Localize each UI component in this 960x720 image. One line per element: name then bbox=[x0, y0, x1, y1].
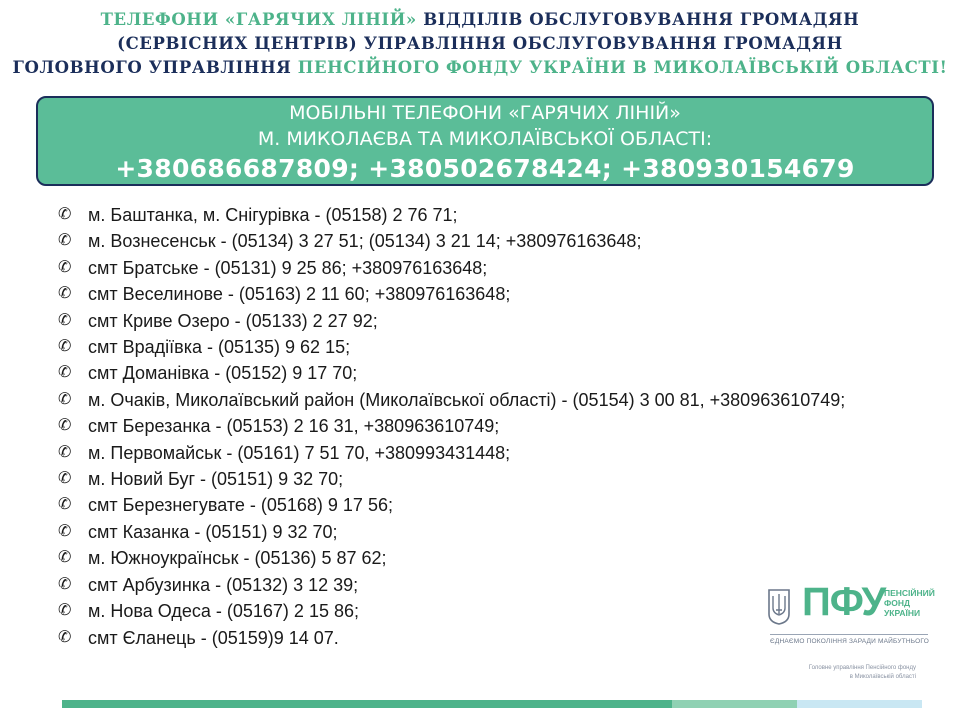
header-line-3 bbox=[0, 56, 960, 80]
list-item bbox=[58, 255, 898, 281]
contact-text: м. Баштанка, м. Снігурівка - (05158) 2 76 71; bbox=[88, 205, 458, 225]
phone-icon: ✆ bbox=[58, 443, 72, 461]
contact-text: смт Веселинове - (05163) 2 11 60; +380976163648; bbox=[88, 284, 511, 305]
logo-divider bbox=[770, 634, 928, 635]
list-item bbox=[58, 334, 898, 360]
phone-icon: ✆ bbox=[58, 470, 72, 488]
phone-icon: ✆ bbox=[58, 311, 72, 329]
logo-name-line-3: УКРАЇНИ bbox=[884, 608, 921, 618]
header-hotlines-label: ТЕЛЕФОНИ «ГАРЯЧИХ ЛІНІЙ» bbox=[100, 10, 417, 29]
contact-text: м. Новий Буг - (05151) 9 32 70; bbox=[88, 469, 344, 490]
logo-name-line-1: ПЕНСІЙНИЙ bbox=[884, 588, 935, 598]
banner-phones: +380686687809; +380502678424; +380930154679 bbox=[115, 154, 855, 183]
banner-title: МОБІЛЬНІ ТЕЛЕФОНИ «ГАРЯЧИХ ЛІНІЙ» bbox=[289, 102, 681, 124]
list-item bbox=[58, 413, 898, 439]
list-item bbox=[58, 360, 898, 386]
list-item bbox=[58, 440, 898, 466]
contact-text: м. Нова Одеса - (05167) 2 15 86; bbox=[88, 601, 359, 622]
contact-list bbox=[58, 202, 898, 651]
header-pension-fund-label: ПЕНСІЙНОГО ФОНДУ УКРАЇНИ В МИКОЛАЇВСЬКІЙ ОБЛАСТІ! bbox=[291, 58, 948, 77]
phone-icon: ✆ bbox=[58, 390, 72, 408]
phone-icon: ✆ bbox=[58, 338, 72, 356]
contact-text: смт Казанка - (05151) 9 32 70; bbox=[88, 521, 338, 542]
list-item bbox=[58, 228, 898, 254]
phone-icon: ✆ bbox=[58, 602, 72, 620]
contact-text: смт Березанка - (05153) 2 16 31, +380963610749; bbox=[88, 416, 500, 437]
logo-slogan: ЄДНАЄМО ПОКОЛІННЯ ЗАРАДИ МАЙБУТНЬОГО bbox=[770, 638, 929, 645]
logo-organization bbox=[766, 664, 916, 682]
header-line-2: (СЕРВІСНИХ ЦЕНТРІВ) УПРАВЛІННЯ ОБСЛУГОВУВАННЯ ГРОМАДЯН bbox=[117, 34, 843, 53]
mobile-hotlines-banner bbox=[36, 96, 934, 186]
phone-icon: ✆ bbox=[58, 206, 72, 223]
header-main-department-label: ГОЛОВНОГО УПРАВЛІННЯ bbox=[12, 58, 292, 77]
list-item bbox=[58, 492, 898, 518]
logo-org-line-1: Головне управління Пенсійного фонду bbox=[808, 665, 916, 671]
contact-text: смт Єланець - (05159)9 14 07. bbox=[88, 627, 339, 648]
contact-text: м. Очаків, Миколаївський район (Миколаївської області) - (05154) 3 00 81, +380963610749; bbox=[88, 389, 846, 410]
list-item bbox=[58, 545, 898, 571]
contact-text: смт Братське - (05131) 9 25 86; +380976163648; bbox=[88, 257, 488, 278]
page-header bbox=[0, 8, 960, 80]
phone-icon: ✆ bbox=[58, 549, 72, 567]
banner-subtitle: М. МИКОЛАЄВА ТА МИКОЛАЇВСЬКОЇ ОБЛАСТІ: bbox=[257, 128, 713, 150]
list-item bbox=[58, 519, 898, 545]
header-departments-label: ВІДДІЛІВ ОБСЛУГОВУВАННЯ ГРОМАДЯН bbox=[416, 10, 860, 29]
phone-icon: ✆ bbox=[58, 285, 72, 303]
phone-icon: ✆ bbox=[58, 628, 72, 646]
pension-fund-logo bbox=[766, 580, 935, 686]
contact-text: м. Южноукраїнськ - (05136) 5 87 62; bbox=[88, 548, 387, 569]
footer-bar-segment-green bbox=[62, 700, 672, 708]
phone-icon: ✆ bbox=[58, 417, 72, 435]
phone-icon: ✆ bbox=[58, 232, 72, 250]
trident-icon bbox=[766, 588, 792, 626]
contact-text: смт Арбузинка - (05132) 3 12 39; bbox=[88, 574, 359, 595]
phone-icon: ✆ bbox=[58, 522, 72, 540]
contact-text: м. Первомайськ - (05161) 7 51 70, +380993431448; bbox=[88, 442, 511, 463]
contact-text: смт Доманівка - (05152) 9 17 70; bbox=[88, 363, 358, 384]
contact-text: м. Вознесенськ - (05134) 3 27 51; (05134) 3 21 14; +380976163648; bbox=[88, 231, 642, 252]
phone-icon: ✆ bbox=[58, 496, 72, 514]
phone-icon: ✆ bbox=[58, 258, 72, 276]
list-item bbox=[58, 466, 898, 492]
logo-fund-name bbox=[884, 588, 944, 618]
logo-org-line-2: в Миколаївській області bbox=[849, 674, 916, 680]
logo-name-line-2: ФОНД bbox=[884, 598, 911, 608]
list-item bbox=[58, 202, 898, 228]
header-line-1 bbox=[0, 8, 960, 32]
logo-abbreviation: ПФУ bbox=[802, 580, 886, 624]
list-item bbox=[58, 387, 898, 413]
phone-icon: ✆ bbox=[58, 364, 72, 382]
contact-text: смт Березнегувате - (05168) 9 17 56; bbox=[88, 495, 393, 516]
contact-text: смт Врадіївка - (05135) 9 62 15; bbox=[88, 337, 351, 358]
phone-icon: ✆ bbox=[58, 575, 72, 593]
contact-text: смт Криве Озеро - (05133) 2 27 92; bbox=[88, 310, 378, 331]
list-item bbox=[58, 308, 898, 334]
footer-bar-segment-light-green bbox=[672, 700, 797, 708]
list-item bbox=[58, 281, 898, 307]
footer-color-bar bbox=[62, 700, 922, 708]
footer-bar-segment-light-blue bbox=[797, 700, 922, 708]
